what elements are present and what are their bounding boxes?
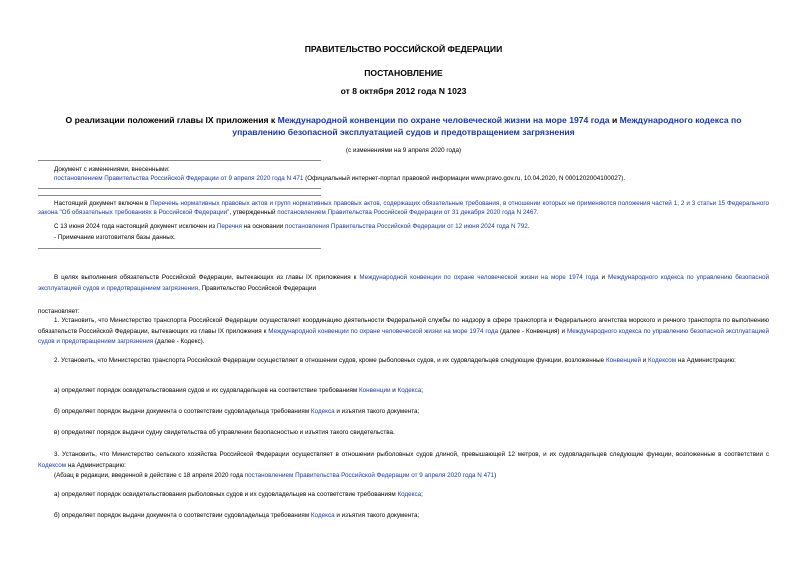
item-text: (Абзац в редакции, введенной в действие с 18 апреля 2020 года: [54, 472, 245, 479]
item2b-link-code[interactable]: Кодекса: [310, 408, 335, 415]
item2a-link-convention[interactable]: Конвенции: [358, 387, 391, 394]
item-text: ;: [421, 491, 423, 498]
item-text: и изъятия такого документа;: [334, 512, 420, 519]
item-text: и изъятия такого документа;: [334, 408, 420, 415]
preamble-text: , Правительство Российской Федерации: [198, 284, 317, 292]
item-text: б) определяет порядок выдачи документа о соответствии судовладельца требованиям: [54, 512, 311, 519]
item1-link-convention[interactable]: Международной конвенции по охране человеческой жизни на море 1974 года: [268, 327, 499, 335]
item3a-link-code[interactable]: Кодекса: [397, 491, 422, 498]
item-text: (далее - Кодекс).: [153, 338, 205, 345]
preamble-link-code[interactable]: Международного кодекса по управлению безопасной эксплуатацией судов и предотвращением загрязнения: [38, 274, 769, 292]
note-text: .: [527, 223, 530, 230]
exclusion-note: [54, 222, 774, 231]
preamble-text: и: [598, 274, 608, 281]
note-text: .: [536, 209, 539, 216]
note-text: Настоящий документ включен в: [54, 200, 151, 207]
item-text: 3. Установить, что Министерство сельского хозяйства Российской Федерации осуществляет в отношении рыболовных судов длиной, превышающей 12 метров, и их судовладельцев следующие функции, возложенные в соответствии с: [54, 451, 769, 458]
amendments-line: [54, 174, 774, 183]
item-text: ): [494, 472, 497, 479]
note-link-list2[interactable]: Перечня: [216, 223, 242, 230]
item-text: 1. Установить, что Министерство транспорта Российской Федерации осуществляет координацию деятельности Федеральной службы по надзору в сфере транспорта и Федерального агентства морского и речного транспорта по выполнению обязательств Российской Федерации, вытекающих из главы IX приложения к: [38, 317, 769, 335]
item-2b: [38, 407, 769, 418]
amendment-text: (Официальный интернет-портал правовой информации www.pravo.gov.ru, 10.04.2020, N 0001202004100027).: [303, 175, 626, 182]
item3note-link[interactable]: постановлением Правительства Российской Федерации от 9 апреля 2020 года N 471: [244, 472, 495, 479]
item-2a: [38, 386, 769, 397]
item-3a: [38, 490, 769, 501]
title-part: О реализации положений главы IX приложения к: [65, 115, 278, 125]
item-3: [38, 450, 769, 471]
document-title: [40, 114, 767, 138]
item-text: а) определяет порядок освидетельствования рыболовных судов и их судовладельцев на соответствие требованиям: [54, 491, 398, 498]
item3-link-code[interactable]: Кодексом: [38, 461, 67, 469]
item-3b: [38, 511, 769, 522]
preamble-text: В целях выполнения обязательств Российской Федерации, вытекающих из главы IX приложения к: [54, 274, 360, 281]
divider: [38, 160, 321, 161]
note-link-resolution2[interactable]: постановления Правительства Российской Федерации от 12 июня 2024 года N 792: [285, 223, 528, 230]
item-text: на Администрацию:: [676, 357, 736, 364]
item-3-edition-note: [38, 471, 769, 482]
item-text: и: [390, 387, 398, 394]
title-part: и: [609, 115, 620, 125]
divider: [38, 248, 321, 249]
doc-date-heading: от 8 октября 2012 года N 1023: [340, 86, 467, 96]
compiler-note: - Примечание изготовителя базы данных.: [54, 234, 176, 241]
doc-type-heading: ПОСТАНОВЛЕНИЕ: [364, 68, 443, 78]
item-text: на Администрацию:: [66, 461, 126, 469]
item-text: (далее - Конвенция) и: [498, 327, 567, 335]
item-text: а) определяет порядок освидетельствования судов и их судовладельцев на соответствие требованиям: [54, 387, 359, 394]
item-2: [38, 356, 769, 367]
divider: [38, 195, 321, 196]
title-link-code[interactable]: Международного кодекса по управлению безопасной эксплуатацией судов и предотвращением загрязнения: [232, 115, 742, 137]
item2-link-code[interactable]: Кодексом: [648, 357, 677, 364]
item2-link-convention[interactable]: Конвенцией: [605, 357, 641, 364]
note-link-list[interactable]: Перечень нормативных правовых актов и групп нормативных правовых актов, содержащих обязательные требования, в отношении которых не применяются положения частей 1, 2 и 3 статьи 15 Федерального закона "Об обязательных требованиях в Российской Федерации": [38, 200, 769, 216]
inclusion-note: [38, 199, 769, 217]
item1-link-code[interactable]: Международного кодекса по управлению безопасной эксплуатацией судов и предотвращением загрязнения: [38, 327, 769, 345]
revision-note: (с изменениями на 9 апреля 2020 года): [345, 147, 462, 154]
note-text: С 13 июня 2024 года настоящий документ исключен из: [54, 223, 217, 230]
issuer-heading: ПРАВИТЕЛЬСТВО РОССИЙСКОЙ ФЕДЕРАЦИИ: [304, 44, 503, 54]
amendment-link[interactable]: постановлением Правительства Российской Федерации от 9 апреля 2020 года N 471: [54, 175, 304, 182]
item-1: [38, 316, 769, 348]
preamble-link-convention[interactable]: Международной конвенции по охране человеческой жизни на море 1974 года: [359, 274, 599, 281]
note-text: на основании: [241, 223, 286, 230]
note-text: , утвержденный: [229, 209, 278, 216]
amendments-caption: Документ с изменениями, внесенными:: [54, 166, 170, 173]
title-link-convention[interactable]: Международной конвенции по охране человеческой жизни на море 1974 года: [277, 115, 610, 125]
preamble: [38, 273, 769, 294]
item2a-link-code[interactable]: Кодекса: [397, 387, 422, 394]
divider: [38, 188, 321, 189]
decree-word: постановляет:: [38, 308, 80, 315]
item-2c: в) определяет порядок выдачи судну свидетельства об управлении безопасностью и изъятия такого свидетельства.: [54, 429, 395, 436]
item-text: ;: [421, 387, 423, 394]
note-link-resolution[interactable]: постановлением Правительства Российской Федерации от 31 декабря 2020 года N 2467: [277, 209, 537, 216]
item-text: 2. Установить, что Министерство транспорта Российской Федерации осуществляет в отношении судов, кроме рыболовных судов, и их судовладельцев следующие функции, возложенные: [54, 357, 606, 364]
item-text: б) определяет порядок выдачи документа о соответствии судовладельца требованиям: [54, 408, 311, 415]
item3b-link-code[interactable]: Кодекса: [310, 512, 335, 519]
item-text: и: [640, 357, 649, 364]
